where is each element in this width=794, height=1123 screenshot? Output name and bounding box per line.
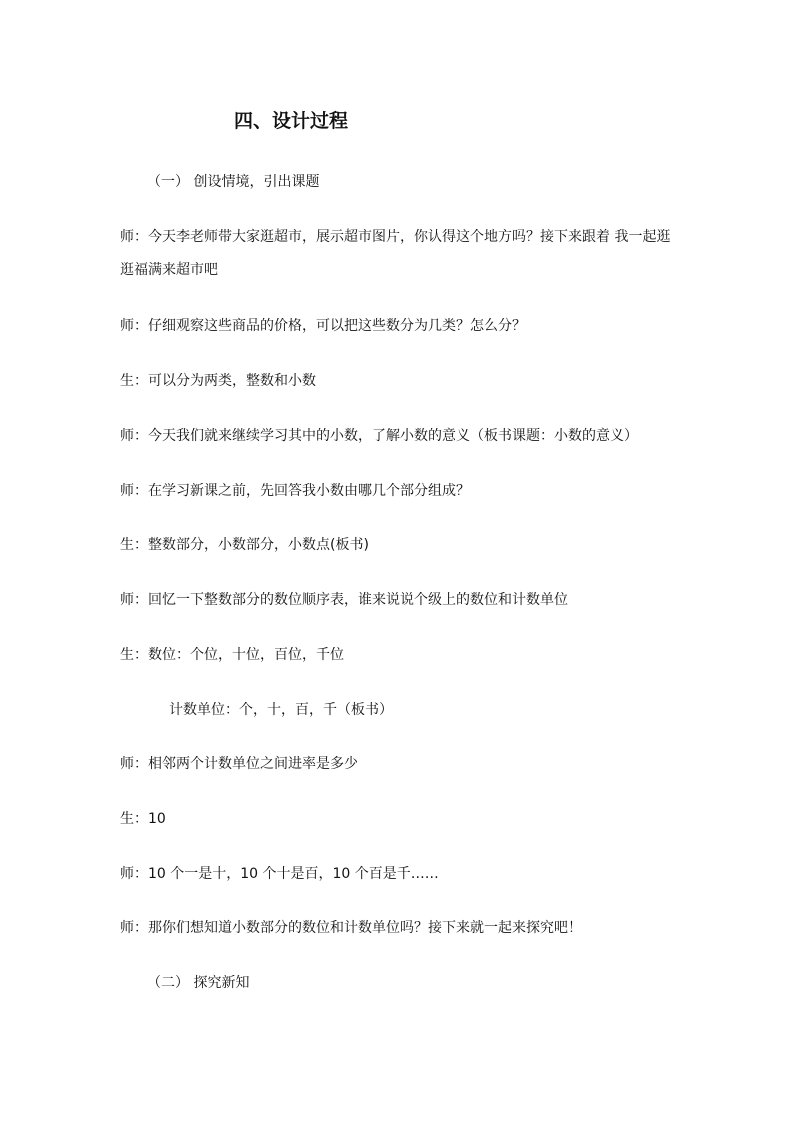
paragraph-line: 生：整数部分，小数部分，小数点(板书)	[120, 537, 369, 553]
paragraph-line: 师：相邻两个计数单位之间进率是多少	[120, 756, 358, 772]
paragraph-line: 逛福满来超市吧	[120, 262, 218, 278]
paragraph-line: 师：仔细观察这些商品的价格，可以把这些数分为几类？怎么分？	[120, 318, 526, 334]
paragraph-line: 师：今天我们就来继续学习其中的小数，了解小数的意义（板书课题：小数的意义）	[120, 428, 638, 444]
paragraph-line: 生：数位：个位，十位，百位，千位	[120, 647, 344, 663]
paragraph-line: 师：在学习新课之前，先回答我小数由哪几个部分组成？	[120, 483, 470, 499]
paragraph-line: 师：今天李老师带大家逛超市，展示超市图片，你认得这个地方吗？接下来跟着 我一起逛	[120, 229, 671, 245]
document-title: 四、设计过程	[234, 110, 349, 132]
paragraph-line: 生：可以分为两类，整数和小数	[120, 373, 316, 389]
section-heading-2: （二） 探究新知	[147, 975, 250, 991]
paragraph-line: 师：10 个一是十，10 个十是百，10 个百是千……	[120, 866, 439, 882]
paragraph-line: 师：那你们想知道小数部分的数位和计数单位吗？接下来就一起来探究吧！	[120, 920, 582, 936]
section-heading-1: （一） 创设情境，引出课题	[147, 174, 320, 190]
paragraph-line: 生：10	[120, 811, 166, 827]
paragraph-line: 计数单位：个，十，百，千（板书）	[169, 702, 393, 718]
paragraph-line: 师：回忆一下整数部分的数位顺序表，谁来说说个级上的数位和计数单位	[120, 592, 568, 608]
